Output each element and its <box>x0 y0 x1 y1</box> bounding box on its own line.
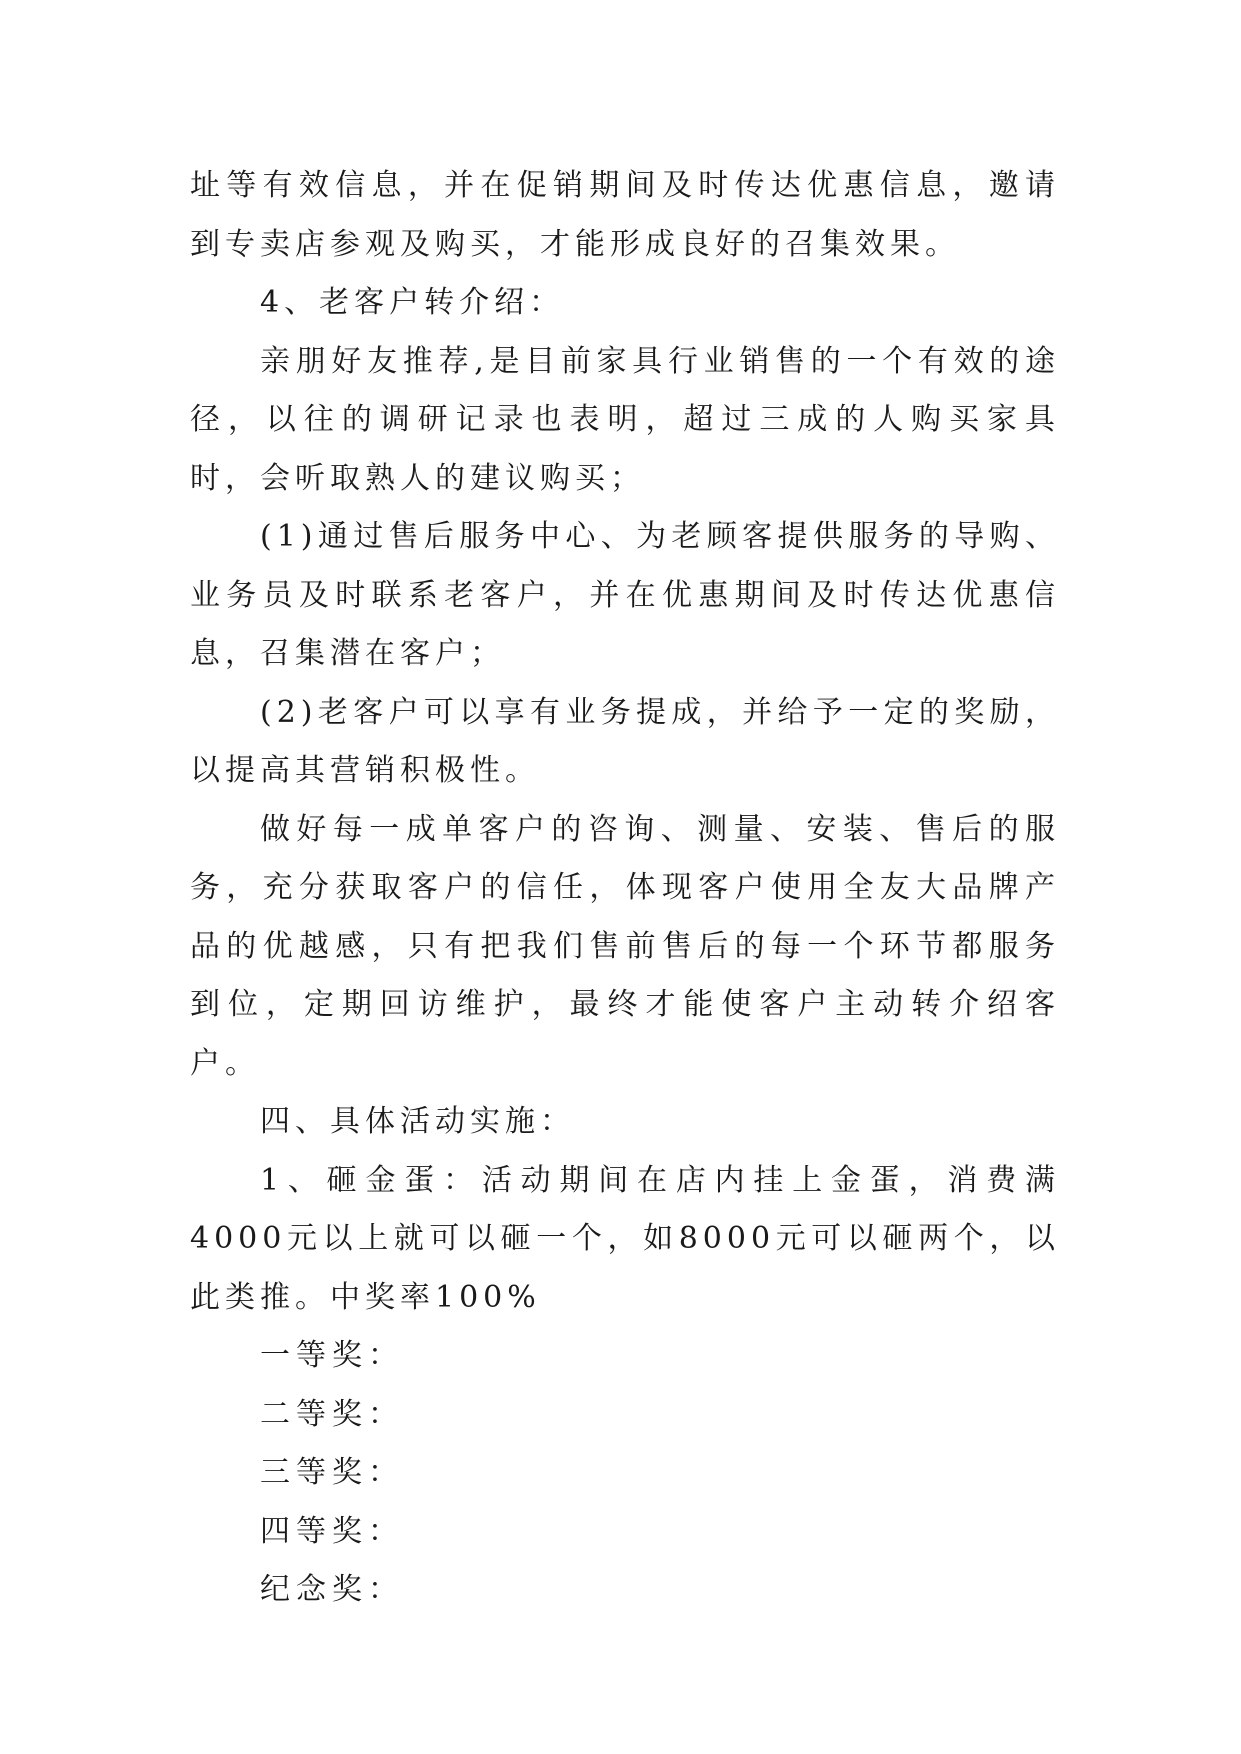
heading-old-customer-referral: 4、老客户转介绍： <box>260 285 565 320</box>
paragraph-contact-info: 址等有效信息，并在促销期间及时传达优惠信息，邀请到专卖店参观及购买，才能形成良好的召集效果。 <box>190 168 1060 262</box>
paragraph-item-1: (1)通过售后服务中心、为老顾客提供服务的导购、业务员及时联系老客户，并在优惠期间及时传达优惠信息，召集潜在客户； <box>190 519 1060 671</box>
prize-commemorative: 纪念奖： <box>260 1572 404 1607</box>
paragraph-service-quality: 做好每一成单客户的咨询、测量、安装、售后的服务，充分获取客户的信任，体现客户使用全友大品牌产品的优越感，只有把我们售前售后的每一个环节都服务到位，定期回访维护，最终才能使客户主动转介绍客户。 <box>190 811 1060 1081</box>
paragraph-item-2: (2)老客户可以享有业务提成，并给予一定的奖励，以提高其营销积极性。 <box>190 694 1060 788</box>
heading-activity-implementation: 四、具体活动实施： <box>260 1104 575 1139</box>
prize-third: 三等奖： <box>260 1455 404 1490</box>
paragraph-golden-egg: 1、砸金蛋：活动期间在店内挂上金蛋，消费满4000元以上就可以砸一个，如8000元可以砸两个，以此类推。中奖率100% <box>190 1162 1060 1315</box>
document-body <box>190 157 1060 1620</box>
prize-first: 一等奖： <box>260 1338 404 1373</box>
prize-fourth: 四等奖： <box>260 1513 404 1549</box>
prize-second: 二等奖： <box>260 1396 404 1432</box>
paragraph-friend-recommendation: 亲朋好友推荐,是目前家具行业销售的一个有效的途径，以往的调研记录也表明，超过三成的人购买家具时，会听取熟人的建议购买； <box>190 343 1060 496</box>
